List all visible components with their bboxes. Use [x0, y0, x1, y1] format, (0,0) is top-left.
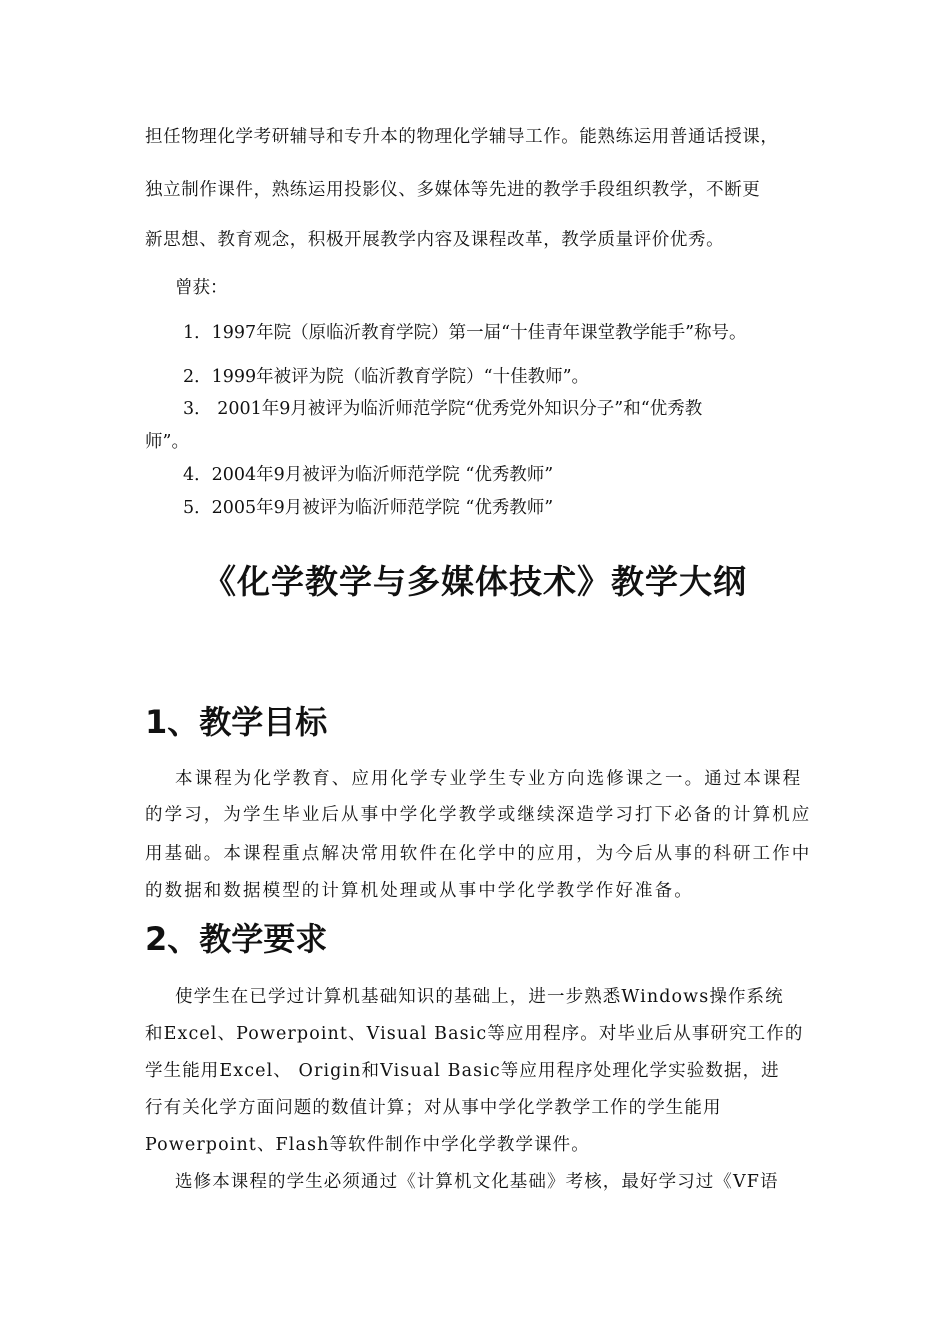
intro-line: 独立制作课件，熟练运用投影仪、多媒体等先进的教学手段组织教学，不断更 — [145, 180, 761, 200]
award-item: 1．1997年院（原临沂教育学院）第一届“十佳青年课堂教学能手”称号。 — [183, 323, 747, 343]
section-heading-goals: 1、教学目标 — [145, 703, 328, 741]
section-line: 学生能用Excel、 Origin和Visual Basic等应用程序处理化学实验数据，进 — [145, 1061, 780, 1081]
section-line: 使学生在已学过计算机基础知识的基础上，进一步熟悉Windows操作系统 — [175, 987, 784, 1007]
award-item-continuation: 师”。 — [145, 432, 189, 452]
section-line: 和Excel、Powerpoint、Visual Basic等应用程序。对毕业后从事研究工作的 — [145, 1024, 804, 1044]
section-line: 的数据和数据模型的计算机处理或从事中学化学教学作好准备。 — [145, 881, 694, 901]
section-line: 本课程为化学教育、应用化学专业学生专业方向选修课之一。通过本课程 — [175, 769, 803, 789]
section-line: 行有关化学方面问题的数值计算；对从事中学化学教学工作的学生能用 — [145, 1098, 722, 1118]
award-item: 4．2004年9月被评为临沂师范学院 “优秀教师” — [183, 465, 554, 485]
document-title: 《化学教学与多媒体技术》教学大纲 — [203, 562, 747, 601]
section-line: 的学习，为学生毕业后从事中学化学教学或继续深造学习打下必备的计算机应 — [145, 805, 812, 825]
award-item: 5．2005年9月被评为临沂师范学院 “优秀教师” — [183, 498, 554, 518]
award-item: 2．1999年被评为院（临沂教育学院）“十佳教师”。 — [183, 367, 590, 387]
intro-line: 担任物理化学考研辅导和专升本的物理化学辅导工作。能熟练运用普通话授课， — [145, 127, 779, 147]
section-line: Powerpoint、Flash等软件制作中学化学教学课件。 — [145, 1135, 590, 1155]
section-line: 用基础。本课程重点解决常用软件在化学中的应用，为今后从事的科研工作中 — [145, 844, 812, 864]
section-line: 选修本课程的学生必须通过《计算机文化基础》考核，最好学习过《VF语 — [175, 1172, 779, 1192]
intro-line: 新思想、教育观念，积极开展教学内容及课程改革，教学质量评价优秀。 — [145, 230, 725, 250]
award-item: 3． 2001年9月被评为临沂师范学院“优秀党外知识分子”和“优秀教 — [183, 399, 703, 419]
section-heading-requirements: 2、教学要求 — [145, 920, 328, 958]
awards-heading: 曾获： — [175, 278, 228, 298]
